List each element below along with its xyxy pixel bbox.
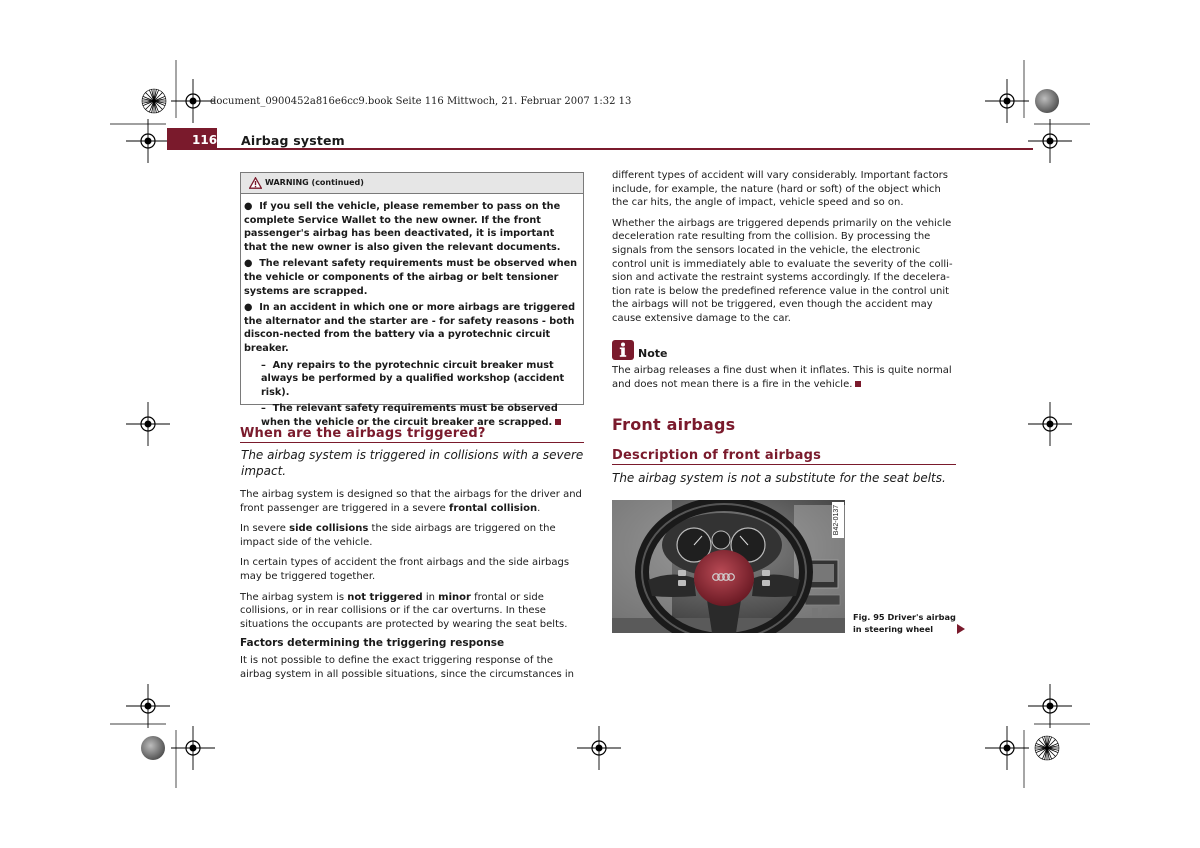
paragraph: In certain types of accident the front airbags and the side airbags may be triggered together.	[240, 557, 570, 582]
bullet: ●	[244, 302, 260, 314]
page-number: 116	[167, 128, 217, 150]
warning-icon	[249, 177, 262, 189]
image-code: B42-0137	[833, 504, 840, 536]
paragraph: It is not possible to define the exact triggering response of the airbag system in all possible situations, since the circumstances in	[240, 655, 574, 680]
note-label: Note	[638, 347, 668, 360]
warning-item: ● If you sell the vehicle, please remember to pass on the complete Service Wallet to the new owner. If the front passenger's airbag has been deactivated, it is important that the new owner is also given the relevant documents.	[244, 201, 561, 253]
paragraph: Whether the airbags are triggered depends primarily on the vehicle deceleration rate resulting from the collision. By processing the signals from the sensors located in the vehicle, the electronic control unit is immediately able to evaluate the severity of the colli-sion and activate the restraint systems accordingly. If the decelera-tion rate is below the predefined reference value in the control unit the airbags will not be triggered, even though the accident may cause extensive damage to the car.	[612, 217, 953, 324]
left-body-text	[240, 488, 584, 638]
end-of-section-square	[555, 419, 561, 425]
header-rule	[217, 148, 1033, 150]
section-heading-front-airbags: Front airbags	[612, 415, 736, 434]
bullet: ●	[244, 258, 260, 270]
paragraph: In severe side collisions the side airbags are triggered on the impact side of the vehicle.	[240, 523, 556, 548]
section-heading-description: Description of front airbags	[612, 448, 822, 463]
paragraph: The airbag system is not triggered in minor frontal or side collisions, or in rear collisions or if the car overturns. In these situations the occupants are protected by wearing the seat belts.	[240, 591, 568, 630]
warning-header	[241, 173, 583, 194]
heading-rule	[612, 464, 956, 465]
paragraph: The airbag system is designed so that the airbags for the driver and front passenger are triggered in a severe frontal collision.	[240, 489, 582, 514]
warning-title: WARNING (continued)	[265, 178, 364, 187]
end-of-section-square	[855, 381, 861, 387]
warning-item: ● The relevant safety requirements must be observed when the vehicle or components of the airbag or belt tensioner systems are scrapped.	[244, 258, 578, 297]
paragraph: different types of accident will vary considerably. Important factors include, for example, the nature (hard or soft) of the object which the car hits, the angle of impact, vehicle speed and so on.	[612, 170, 948, 209]
section-intro: The airbag system is not a substitute for the seat belts.	[612, 471, 946, 485]
section-intro: The airbag system is triggered in collisions with a severe impact.	[241, 448, 584, 478]
steering-wheel-image	[612, 500, 845, 633]
note-text: The airbag releases a fine dust when it inflates. This is quite normal and does not mean there is a fire in the vehicle.	[612, 365, 952, 390]
warning-item: ● In an accident in which one or more airbags are triggered the alternator and the starter are - for safety reasons - both discon-nected from the battery via a pyrotechnic circuit breaker.	[244, 302, 576, 354]
warning-body	[241, 194, 583, 430]
info-icon	[612, 340, 634, 360]
right-body-text	[612, 169, 956, 326]
figure-caption: Fig. 95 Driver's airbag in steering wheel	[853, 612, 956, 634]
bullet: ●	[244, 201, 260, 212]
continue-arrow-icon	[957, 624, 965, 634]
file-info-line: document_0900452a816e6cc9.book Seite 116 Mittwoch, 21. Februar 2007 1:32 13	[210, 96, 632, 107]
page-title: Airbag system	[241, 133, 345, 148]
section-heading-triggered: When are the airbags triggered?	[240, 426, 486, 441]
subheading-factors: Factors determining the triggering response	[240, 637, 505, 649]
heading-rule	[240, 442, 584, 443]
warning-subitem: – The relevant safety requirements must be observed when the vehicle or the circuit breaker are scrapped.	[244, 402, 579, 429]
warning-box	[240, 172, 584, 428]
warning-subitem: – Any repairs to the pyrotechnic circuit breaker must always be performed by a qualified workshop (accident risk).	[261, 359, 565, 398]
